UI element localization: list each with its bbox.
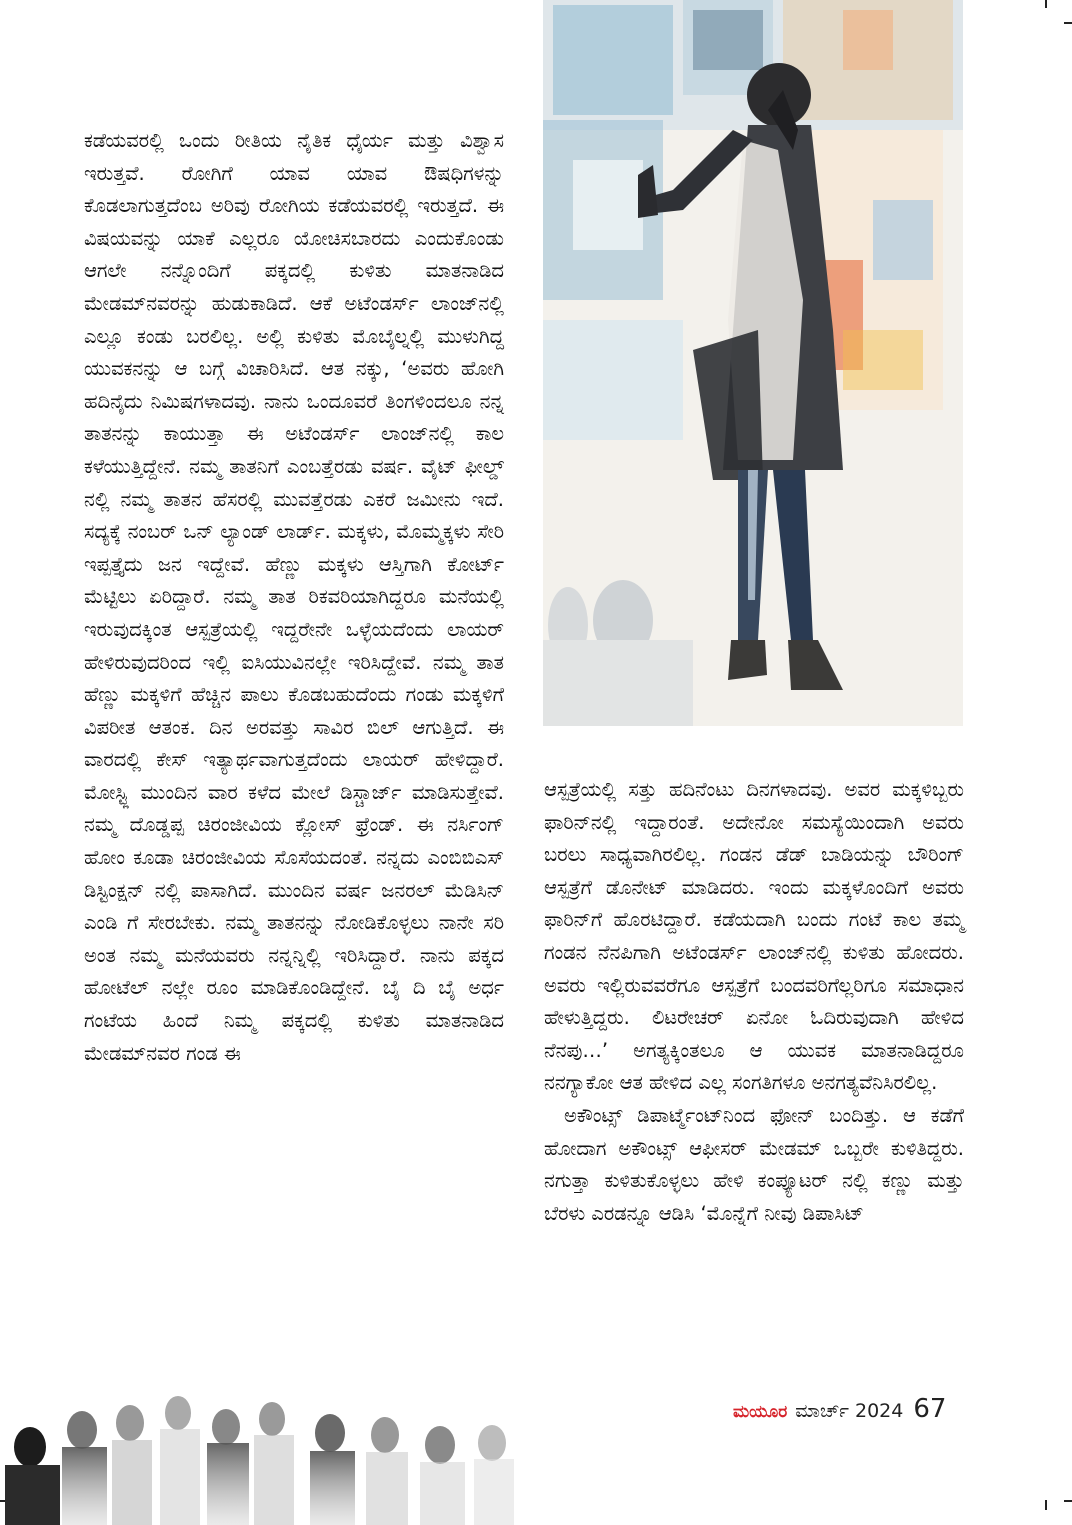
illustration-figure [543,0,963,726]
crowd-illustration [0,1385,520,1525]
article-right-column [544,774,964,1230]
article-paragraph: ಕಡೆಯವರಲ್ಲಿ ಒಂದು ರೀತಿಯ ನೈತಿಕ ಧೈರ್ಯ ಮತ್ತು ವಿಶ್ವಾಸ ಇರುತ್ತವೆ. ರೋಗಿಗೆ ಯಾವ ಯಾವ ಔಷಧಿಗಳನ್ನು ಕೊಡಲಾಗುತ್ತದೆಂಬ ಅರಿವು ರೋಗಿಯ ಕಡೆಯವರಲ್ಲಿ ಇರುತ್ತದೆ. ಈ ವಿಷಯವನ್ನು ಯಾಕೆ ಎಲ್ಲರೂ ಯೋಚಿಸಬಾರದು ಎಂದುಕೊಂಡು ಆಗಲೇ ನನ್ನೊಂದಿಗೆ ಪಕ್ಕದಲ್ಲಿ ಕುಳಿತು ಮಾತನಾಡಿದ ಮೇಡಮ್‌ನವರನ್ನು ಹುಡುಕಾಡಿದೆ. ಆಕೆ ಅಟೆಂಡರ್ಸ್ ಲಾಂಜ್‌ನಲ್ಲಿ ಎಲ್ಲೂ ಕಂಡು ಬರಲಿಲ್ಲ. ಅಲ್ಲಿ ಕುಳಿತು ಮೊಬೈಲ್ನಲ್ಲಿ ಮುಳುಗಿದ್ದ ಯುವಕನನ್ನು ಆ ಬಗ್ಗೆ ವಿಚಾರಿಸಿದೆ. ಆತ ನಕ್ಕು, ‘ಅವರು ಹೋಗಿ ಹದಿನೈದು ನಿಮಿಷಗಳಾದವು. ನಾನು ಒಂದೂವರೆ ತಿಂಗಳಿಂದಲೂ ನನ್ನ ತಾತನನ್ನು ಕಾಯುತ್ತಾ ಈ ಅಟೆಂಡರ್ಸ್ ಲಾಂಜ್‌ನಲ್ಲಿ ಕಾಲ ಕಳೆಯುತ್ತಿದ್ದೇನೆ. ನಮ್ಮ ತಾತನಿಗೆ ಎಂಬತ್ತೆರಡು ವರ್ಷ. ವೈಟ್ ಫೀಲ್ಡ್ ನಲ್ಲಿ ನಮ್ಮ ತಾತನ ಹೆಸರಲ್ಲಿ ಮುವತ್ತೆರಡು ಎಕರೆ ಜಮೀನು ಇದೆ. ಸದ್ಯಕ್ಕೆ ನಂಬರ್ ಒನ್ ಲ್ಯಾಂಡ್ ಲಾರ್ಡ್. ಮಕ್ಕಳು, ಮೊಮ್ಮಕ್ಕಳು ಸೇರಿ ಇಪ್ಪತ್ತೈದು ಜನ ಇದ್ದೇವೆ. ಹೆಣ್ಣು ಮಕ್ಕಳು ಆಸ್ತಿಗಾಗಿ ಕೋರ್ಟ್ ಮೆಟ್ಟಿಲು ಏರಿದ್ದಾರೆ. ನಮ್ಮ ತಾತ ರಿಕವರಿಯಾಗಿದ್ದರೂ ಮನೆಯಲ್ಲಿ ಇರುವುದಕ್ಕಿಂತ ಆಸ್ಪತ್ರೆಯಲ್ಲಿ ಇದ್ದರೇನೇ ಒಳ್ಳೆಯದೆಂದು ಲಾಯರ್ ಹೇಳಿರುವುದರಿಂದ ಇಲ್ಲಿ ಐಸಿಯುವಿನಲ್ಲೇ ಇರಿಸಿದ್ದೇವೆ. ನಮ್ಮ ತಾತ ಹೆಣ್ಣು ಮಕ್ಕಳಿಗೆ ಹೆಚ್ಚಿನ ಪಾಲು ಕೊಡಬಹುದೆಂದು ಗಂಡು ಮಕ್ಕಳಿಗೆ ವಿಪರೀತ ಆತಂಕ. ದಿನ ಅರವತ್ತು ಸಾವಿರ ಬಿಲ್ ಆಗುತ್ತಿದೆ. ಈ ವಾರದಲ್ಲಿ ಕೇಸ್ ಇತ್ಯಾರ್ಥವಾಗುತ್ತದೆಂದು ಲಾಯರ್ ಹೇಳಿದ್ದಾರೆ. ಮೋಸ್ಟ್ಲಿ ಮುಂದಿನ ವಾರ ಕಳೆದ ಮೇಲೆ ಡಿಸ್ಚಾರ್ಜ್ ಮಾಡಿಸುತ್ತೇವೆ. ನಮ್ಮ ದೊಡ್ಡಪ್ಪ ಚಿರಂಜೀವಿಯ ಕ್ಲೋಸ್ ಫ್ರೆಂಡ್. ಈ ನರ್ಸಿಂಗ್ ಹೋಂ ಕೂಡಾ ಚಿರಂಜೀವಿಯ ಸೊಸೆಯದಂತೆ. ನನ್ನದು ಎಂಬಿಬಿಎಸ್ ಡಿಸ್ಟಿಂಕ್ಷನ್ ನಲ್ಲಿ ಪಾಸಾಗಿದೆ. ಮುಂದಿನ ವರ್ಷ ಜನರಲ್ ಮೆಡಿಸಿನ್ ಎಂಡಿ ಗೆ ಸೇರಬೇಕು. ನಮ್ಮ ತಾತನನ್ನು ನೋಡಿಕೊಳ್ಳಲು ನಾನೇ ಸರಿ ಅಂತ ನಮ್ಮ ಮನೆಯವರು ನನ್ನನ್ನಿಲ್ಲಿ ಇರಿಸಿದ್ದಾರೆ. ನಾನು ಪಕ್ಕದ ಹೋಟೆಲ್ ನಲ್ಲೇ ರೂಂ ಮಾಡಿಕೊಂಡಿದ್ದೇನೆ. ಬೈ ದಿ ಬೈ ಅರ್ಧ ಗಂಟೆಯ ಹಿಂದೆ ನಿಮ್ಮ ಪಕ್ಕದಲ್ಲಿ ಕುಳಿತು ಮಾತನಾಡಿದ ಮೇಡಮ್‌ನವರ ಗಂಡ ಈ [84,129,504,1065]
crop-mark-right-top [1064,22,1072,24]
crop-mark-right-bottom [1064,1500,1072,1502]
article-paragraph: ಆಸ್ಪತ್ರೆಯಲ್ಲಿ ಸತ್ತು ಹದಿನೆಂಟು ದಿನಗಳಾದವು. ಅವರ ಮಕ್ಕಳಿಬ್ಬರು ಫಾರಿನ್‌ನಲ್ಲಿ ಇದ್ದಾರಂತೆ. ಅದೇನೋ ಸಮಸ್ಯೆಯಿಂದಾಗಿ ಅವರು ಬರಲು ಸಾಧ್ಯವಾಗಿರಲಿಲ್ಲ. ಗಂಡನ ಡೆಡ್ ಬಾಡಿಯನ್ನು ಬೌರಿಂಗ್ ಆಸ್ಪತ್ರೆಗೆ ಡೊನೇಟ್ ಮಾಡಿದರು. ಇಂದು ಮಕ್ಕಳೊಂದಿಗೆ ಅವರು ಫಾರಿನ್‌ಗೆ ಹೊರಟಿದ್ದಾರೆ. ಕಡೆಯದಾಗಿ ಬಂದು ಗಂಟೆ ಕಾಲ ತಮ್ಮ ಗಂಡನ ನೆನಪಿಗಾಗಿ ಅಟೆಂಡರ್ಸ್ ಲಾಂಜ್‌ನಲ್ಲಿ ಕುಳಿತು ಹೋದರು. ಅವರು ಇಲ್ಲಿರುವವರೆಗೂ ಆಸ್ಪತ್ರೆಗೆ ಬಂದವರಿಗೆಲ್ಲರಿಗೂ ಸಮಾಧಾನ ಹೇಳುತ್ತಿದ್ದರು. ಲಿಟರೇಚರ್ ಏನೋ ಓದಿರುವುದಾಗಿ ಹೇಳಿದ ನೆನಪು…’ ಅಗತ್ಯಕ್ಕಿಂತಲೂ ಆ ಯುವಕ ಮಾತನಾಡಿದ್ದರೂ ನನಗ್ಯಾಕೋ ಆತ ಹೇಳಿದ ಎಲ್ಲ ಸಂಗತಿಗಳೂ ಅನಗತ್ಯವೆನಿಸಿರಲಿಲ್ಲ. [544,778,964,1095]
article-paragraph: ಅಕೌಂಟ್ಸ್ ಡಿಪಾರ್ಟ್ಮೆಂಟ್‌ನಿಂದ ಫೋನ್ ಬಂದಿತ್ತು. ಆ ಕಡೆಗೆ ಹೋದಾಗ ಅಕೌಂಟ್ಸ್ ಆಫೀಸರ್ ಮೇಡಮ್ ಒಬ್ಬರೇ ಕುಳಿತಿದ್ದರು. ನಗುತ್ತಾ ಕುಳಿತುಕೊಳ್ಳಲು ಹೇಳಿ ಕಂಪ್ಯೂಟರ್ ನಲ್ಲಿ ಕಣ್ಣು ಮತ್ತು ಬೆರಳು ಎರಡನ್ನೂ ಆಡಿಸಿ ‘ಮೊನ್ನೆಗೆ ನೀವು ಡಿಪಾಸಿಟ್ [544,1103,964,1225]
page-footer [733,1394,963,1428]
article-left-column [84,125,504,1070]
crowd-silhouettes [0,1385,520,1525]
crop-mark-top [1045,0,1047,8]
crop-mark-bottom [1045,1500,1047,1510]
story-illustration [543,0,963,726]
page-number: 67 [913,1394,947,1424]
issue-date: ಮಾರ್ಚ್ 2024 [795,1400,904,1422]
magazine-brand: ಮಯೂರ [733,1402,788,1422]
